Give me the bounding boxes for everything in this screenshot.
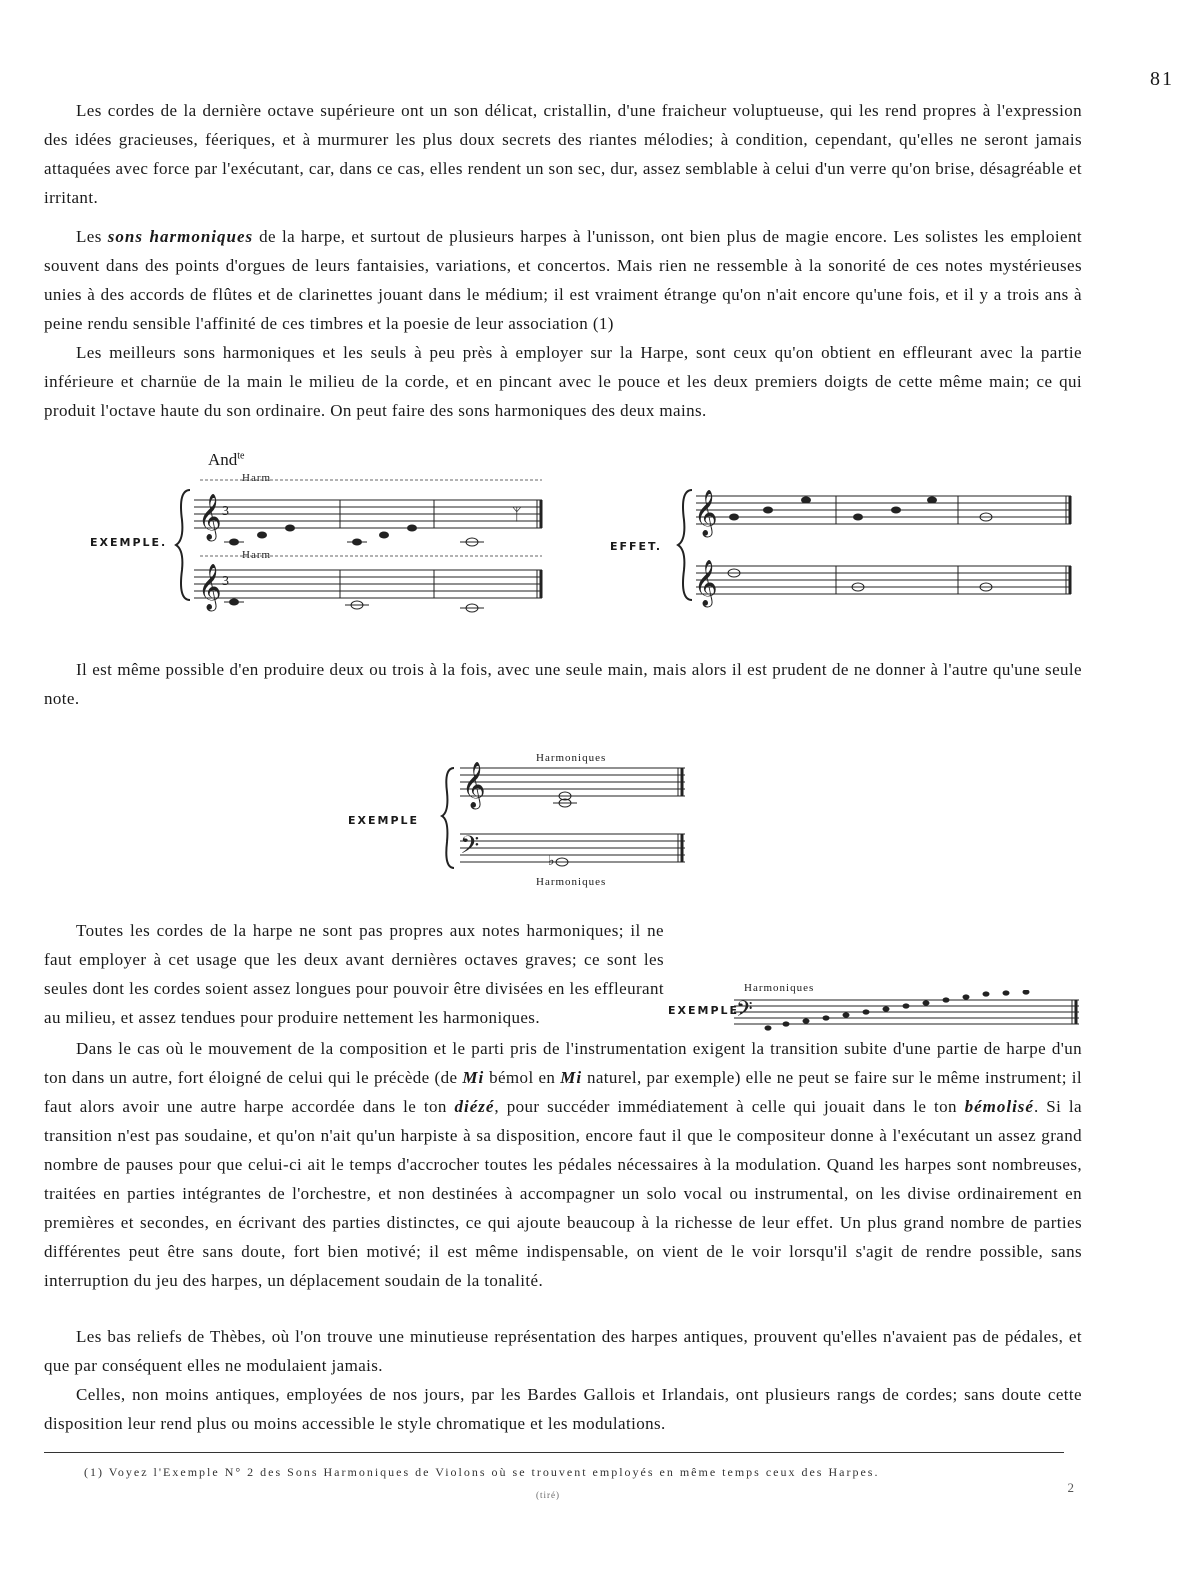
paragraph-strings-harmonics: Toutes les cordes de la harpe ne sont pas propres aux notes harmoniques; il ne faut employer à cet usage que les deux avant dernières octaves graves; ce sont les seules dont les cordes soient assez longues pour pouvoir être divisées en les effleurant au milieu, et assez tendues pour produire nettement les harmoniques. [44, 921, 664, 1027]
staff-chord-treble [460, 768, 685, 796]
svg-text:𝄞: 𝄞 [694, 490, 718, 535]
paragraph-upper-octave: Les cordes de la dernière octave supérieure ont un son délicat, cristallin, d'une fraicheur voluptueuse, qui les rend propres à l'expression des idées gracieuses, féeriques, et à murmurer les plus doux secrets des riantes mélodies; à condition, cependant, qu'elles ne seront jamais attaquées avec force par l'exécutant, car, dans ce cas, elles rendent un son sec, dur, assez semblable à celui d'un verre qu'on brise, désagréable et irritant. [44, 101, 1082, 207]
staff-treble-1 [194, 500, 542, 528]
effet-label: EFFET. [610, 540, 663, 553]
harm-label-bottom: Harm [242, 549, 272, 561]
svg-text:𝄞: 𝄞 [198, 564, 222, 609]
paragraph-harmonics-intro [44, 222, 1082, 338]
music-example-harmonics-notation [172, 470, 552, 620]
svg-text:♭: ♭ [548, 854, 555, 869]
music-example-harmonic-range [734, 990, 1082, 1034]
footnote-text: (1) Voyez l'Exemple N° 2 des Sons Harmoniques de Violons où se trouvent employés en même temps ceux des Harpes. [84, 1465, 880, 1479]
svg-text:𝄞: 𝄞 [462, 762, 486, 807]
staff-effect-1 [696, 496, 1071, 524]
staff-effect-2 [696, 566, 1071, 594]
p6-part-a: Dans le cas où le mouvement de la composition et le parti pris de l'instrumentation exigent la transition subite d'une partie de harpe d'un ton dans un autre, fort éloigné de celui qui le précède (de [44, 1039, 1082, 1087]
tempo-superscript: te [237, 450, 245, 462]
music-example-effect-notation [676, 480, 1076, 620]
exemple-label-3: EXEMPLE. [668, 1004, 746, 1017]
mi-term-2: Mi [560, 1068, 583, 1087]
p6-part-e: . Si la transition n'est pas soudaine, et qu'on n'ait qu'un harpiste à sa disposition, encore faut il que le compositeur donne à l'exécutant un assez grand nombre de pauses pour que celui-ci ait le temps d'accrocher toutes les pédales nécessaires à la modulation. Quand les harpes sont nombreuses, traitées en parties intégrantes de l'orchestre, et non destinées à accompagner un solo vocal ou instrumental, on les divise ordinairement en premières et secondes, en écrivant des parties distinctes, ce qui ajoute beaucoup à la richesse de leur effet. Un plus grand nombre de parties différentes peut être sans doute, fort bien motivé; il est même indispensable, on vient de le voir lorsqu'il s'agit de rendre possible, sans interruption du jeu des harpes, un déplacement soudain de la tonalité. [44, 1097, 1082, 1290]
page-number: 81 [1150, 68, 1174, 90]
sheet-number: 2 [1067, 1480, 1074, 1495]
tempo-marking [208, 450, 245, 470]
p6-part-c: naturel, par exemple) elle ne peut se faire sur le même instrument; il faut alors avoir une autre harpe accordée dans le ton [44, 1068, 1082, 1116]
p2-rest: de la harpe, et surtout de plusieurs harpes à l'unisson, ont bien plus de magie encore. Les solistes les emploient souvent dans des points d'orgues de leurs fantaisies, variations, et concertos. Mais rien ne ressemble à la sonorité de ces notes mystérieuses unies à des accords de flûtes et de clarinettes jouant dans le médium; il est vraiment étrange qu'on n'ait encore qu'une fois, et il y a trois ans à peine rendu sensible l'affinité de ces timbres et la poesie de leur association (1) [44, 227, 1083, 333]
staff-chord-bass [460, 834, 685, 862]
diese-term: diézé [454, 1097, 495, 1116]
p2-start: Les [76, 227, 108, 246]
footnote-divider [44, 1452, 1064, 1453]
harm-label-top: Harm [242, 472, 272, 484]
footnote-sub: (tiré) [536, 1490, 560, 1500]
tempo-text: And [208, 450, 238, 469]
paragraph-thebes: Les bas reliefs de Thèbes, où l'on trouve une minutieuse représentation des harpes antiques, prouvent qu'elles n'avaient pas de pédales, et que par conséquent elles ne modulaient jamais. [44, 1327, 1082, 1375]
svg-text:𝄞: 𝄞 [694, 560, 718, 605]
svg-text:𝄢: 𝄢 [460, 832, 480, 865]
svg-text:ᛉ: ᛉ [512, 507, 522, 524]
svg-text:3: 3 [222, 504, 229, 519]
svg-text:𝄞: 𝄞 [198, 494, 222, 539]
p6-part-b: bémol en [484, 1068, 561, 1087]
music-example-chord-harmonics [440, 762, 690, 874]
exemple-label-2: EXEMPLE [348, 814, 420, 827]
exemple-label-1: EXEMPLE. [90, 536, 168, 549]
harmoniques-label-bottom: Harmoniques [536, 876, 607, 888]
p6-part-d: , pour succéder immédiatement à celle qui jouait dans le ton [494, 1097, 965, 1116]
harmoniques-label-top: Harmoniques [536, 752, 607, 764]
staff-treble-2 [194, 570, 542, 598]
paragraph-transition [44, 1034, 1082, 1295]
svg-text:𝄢: 𝄢 [736, 997, 753, 1026]
svg-text:3: 3 [222, 574, 229, 589]
paragraph-best-harmonics: Les meilleurs sons harmoniques et les seuls à peu près à employer sur la Harpe, sont ceux qu'on obtient en effleurant avec la partie inférieure et charnüe de la main le milieu de la corde, et en pincant avec le pouce et les deux premiers doigts de cette même main; ce qui produit l'octave haute du son ordinaire. On peut faire des sons harmoniques des deux mains. [44, 343, 1082, 420]
paragraph-bardes: Celles, non moins antiques, employées de nos jours, par les Bardes Gallois et Irlandais, ont plusieurs rangs de cordes; sans doute cette disposition leur rend plus ou moins accessible le style chromatique et les modulations. [44, 1385, 1082, 1433]
sons-harmoniques-term: sons harmoniques [107, 227, 254, 246]
bemolise-term: bémolisé [964, 1097, 1034, 1116]
paragraph-two-or-three: Il est même possible d'en produire deux ou trois à la fois, avec une seule main, mais alors il est prudent de ne donner à l'autre qu'une seule note. [44, 660, 1082, 708]
harmoniques-label-3: Harmoniques [744, 982, 815, 994]
mi-term-1: Mi [462, 1068, 485, 1087]
